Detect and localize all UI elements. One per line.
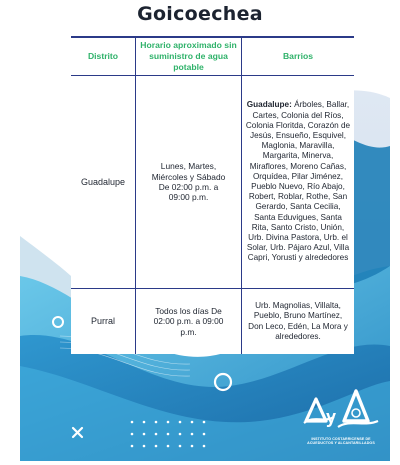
barrios-list: Árboles, Ballar, Cartes, Colonia del Ríos, Colonia Floritda, Corazón de Jesús, Ensueño, Esquivel, Maglonia, Maravilla, Margarita, Minerva, Miraflores, Moreno Cañas, Orquídea, Pilar Jiménez, Pueblo Nuevo, Río Abajo, Robert, Roblar, Rothe, San Gerardo, Santa Cecilia, Santa Eduvigues, Santa Rita, Santo Cristo, Unión, Urb. Divina Pastora, Urb. el Solar, Urb. Pájaro Azul, Villa Capri, Yorusti y alrededores	[245, 100, 351, 263]
cell-barrios-purral: Urb. Magnolias, Villalta, Pueblo, Bruno Martínez, Don Leco, Edén, La Mora y alrededores.	[248, 301, 348, 341]
header-distrito: Distrito	[87, 51, 119, 61]
page-title: Goicoechea	[137, 3, 263, 25]
cell-horario-guadalupe: Lunes, Martes, Miércoles y Sábado De 02:00 p.m. a 09:00 p.m.	[151, 161, 226, 203]
cell-horario-purral: Todos los días De 02:00 p.m. a 09:00 p.m.	[153, 305, 224, 337]
header-horario: Horario aproximado sin suministro de agua potable	[140, 40, 237, 72]
barrios-district-label: Guadalupe:	[246, 100, 292, 110]
logo-caption: INSTITUTO COSTARRICENSE DE ACUEDUCTOS Y ALCANTARILLADOS	[307, 437, 375, 446]
cell-barrios-guadalupe	[242, 76, 354, 288]
cell-distrito-purral: Purral	[90, 316, 115, 327]
svg-text:y: y	[326, 407, 337, 427]
header-barrios: Barrios	[282, 51, 314, 61]
cell-distrito-guadalupe: Guadalupe	[80, 176, 126, 187]
aya-logo	[300, 377, 382, 435]
schedule-table	[71, 36, 354, 354]
